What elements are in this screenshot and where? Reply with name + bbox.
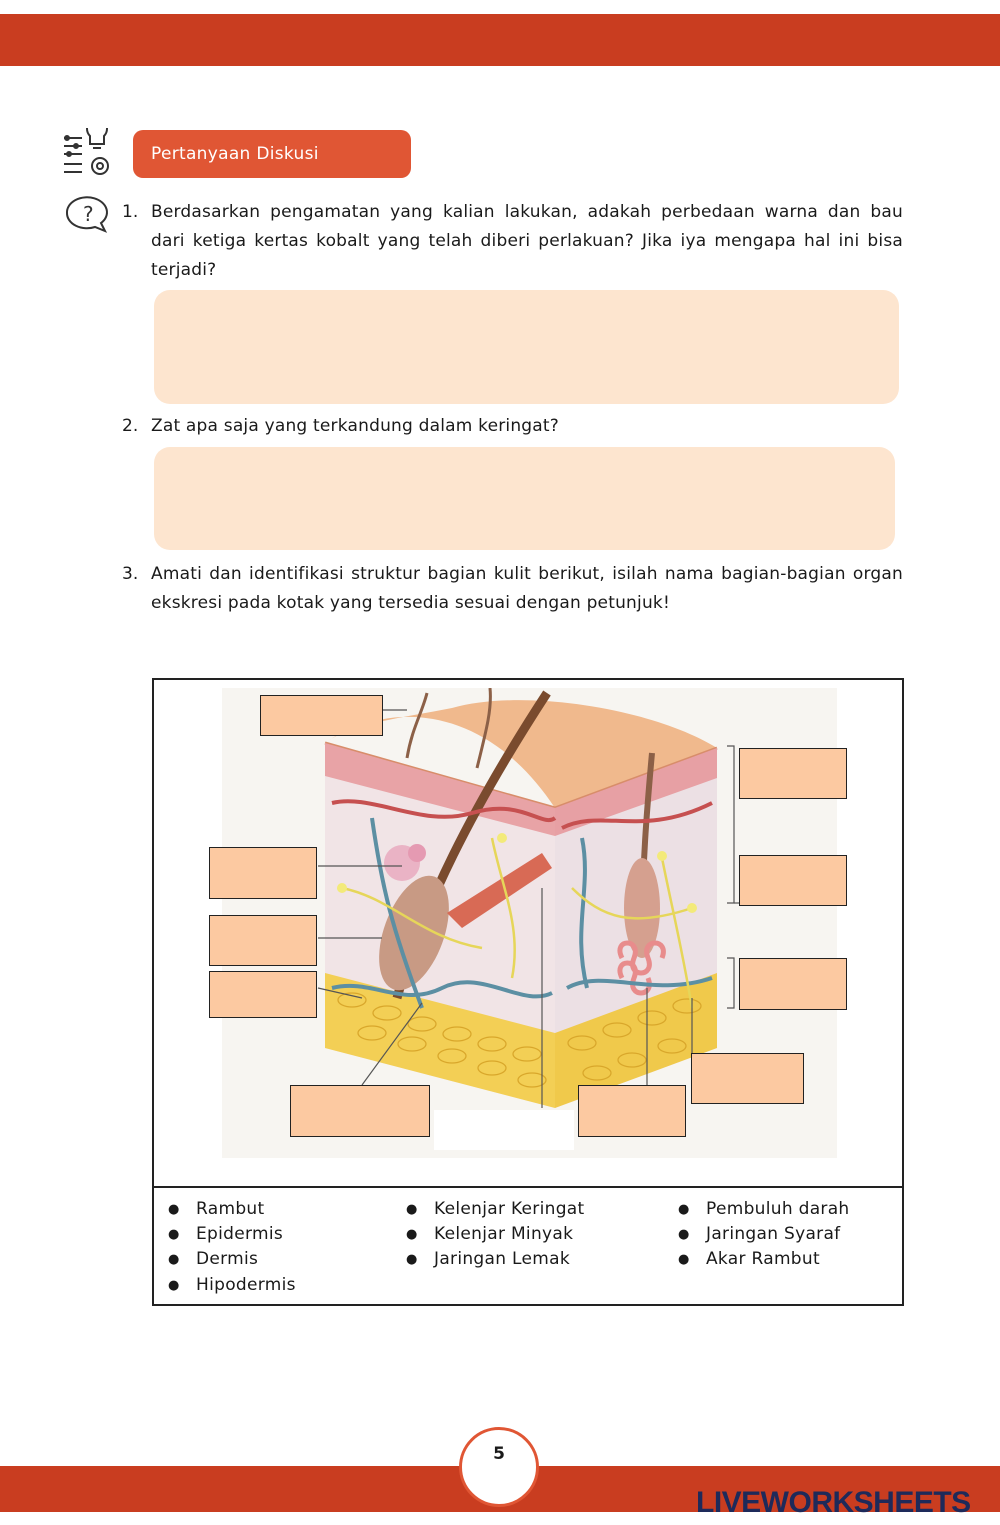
label-box-6[interactable] [739, 958, 847, 1010]
label-box-9[interactable] [290, 1085, 430, 1137]
diagram-blank-patch [434, 1110, 574, 1150]
legend-item: ● Dermis [196, 1247, 258, 1272]
label-box-1[interactable] [260, 695, 383, 736]
answer-box-2[interactable] [154, 447, 895, 550]
legend-item: ● Epidermis [196, 1222, 283, 1247]
label-box-2[interactable] [739, 748, 847, 799]
legend-item: ● Rambut [196, 1197, 264, 1222]
question-2-number: 2. [122, 416, 139, 436]
label-box-3[interactable] [209, 847, 317, 899]
legend-item: ● Kelenjar Minyak [434, 1222, 573, 1247]
question-2-text: Zat apa saja yang terkandung dalam keringat? [151, 416, 560, 436]
question-1-number: 1. [122, 202, 139, 222]
settings-lightbulb-icon [60, 128, 116, 180]
label-box-4[interactable] [739, 855, 847, 906]
label-box-8[interactable] [691, 1053, 804, 1104]
question-bubble-icon [63, 195, 111, 235]
question-3-text: Amati dan identifikasi struktur bagian kulit berikut, isilah nama bagian-bagian organ ekskresi pada kotak yang tersedia sesuai dengan petunjuk! [151, 564, 903, 613]
question-3-number: 3. [122, 564, 139, 584]
legend-divider [152, 1186, 904, 1188]
legend-item: ● Jaringan Syaraf [706, 1222, 840, 1247]
label-box-5[interactable] [209, 915, 317, 966]
legend-item: ● Kelenjar Keringat [434, 1197, 584, 1222]
legend-item: ● Hipodermis [196, 1273, 296, 1298]
page-number: 5 [459, 1427, 539, 1507]
legend-item: ● Akar Rambut [706, 1247, 820, 1272]
top-band [0, 14, 1000, 66]
legend-item: ● Jaringan Lemak [434, 1247, 570, 1272]
label-box-10[interactable] [578, 1085, 686, 1137]
watermark-logo: LIVEWORKSHEETS [696, 1486, 971, 1519]
label-box-7[interactable] [209, 971, 317, 1018]
answer-box-1[interactable] [154, 290, 899, 404]
question-1-text: Berdasarkan pengamatan yang kalian lakukan, adakah perbedaan warna dan bau dari ketiga kertas kobalt yang telah diberi perlakuan? Jika iya mengapa hal ini bisa terjadi? [151, 202, 903, 280]
legend-item: ● Pembuluh darah [706, 1197, 850, 1222]
svg-text:?: ? [83, 202, 94, 226]
section-title: Pertanyaan Diskusi [133, 130, 411, 178]
